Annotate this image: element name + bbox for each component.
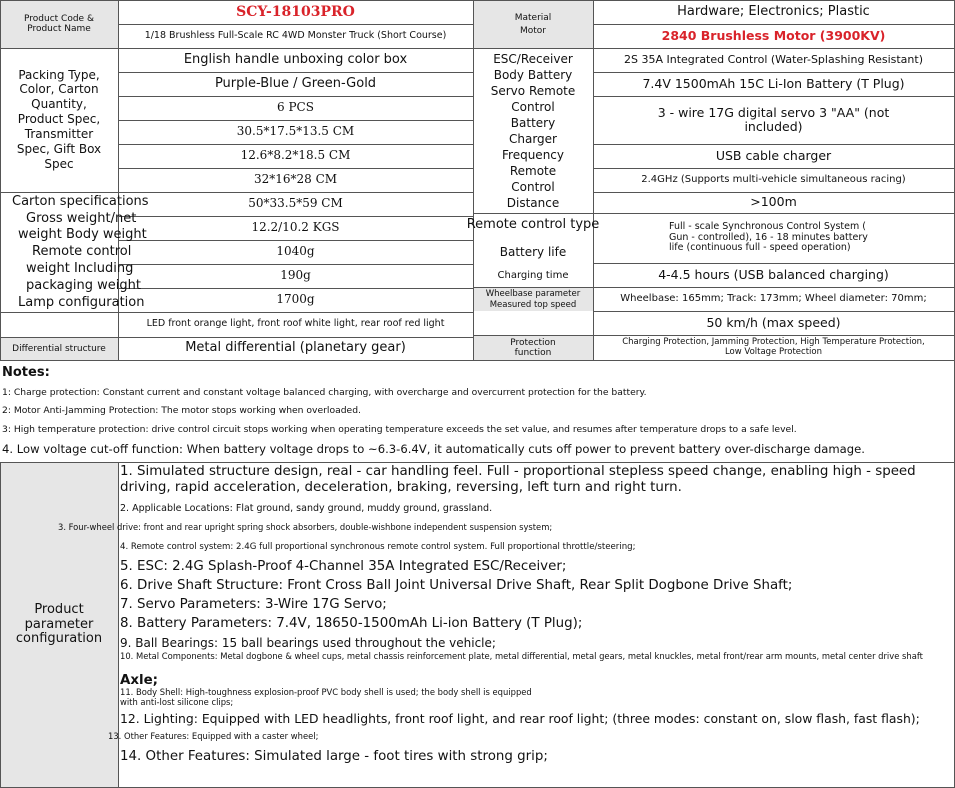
protection-label: Protection function <box>510 337 556 358</box>
protection-value: Charging Protection, Jamming Protection, High Temperature Protection, Low Voltage Protection <box>622 336 925 357</box>
spec-label: Spec <box>44 158 74 172</box>
body-weight-value: 1040g <box>276 244 315 259</box>
battery-value: 7.4V 1500mAh 15C Li-Ion Battery (T Plug) <box>642 75 905 91</box>
weight-body-label: weight Body weight <box>18 227 147 243</box>
remote-control-label: Remote control <box>32 244 132 260</box>
packaging-weight-value: 1700g <box>276 292 315 307</box>
feature-10: 10. Metal Components: Metal dogbone & wheel cups, metal chassis reinforcement plate, metal differential, metal gears, metal knuckles, metal front/rear arm mounts, metal center drive shaft <box>120 651 923 661</box>
packing-value: English handle unboxing color box <box>183 51 408 67</box>
wheelbase-label: Wheelbase parameter <box>485 289 581 299</box>
packaging-weight-label: packaging weight <box>26 278 141 294</box>
material-label: Material <box>514 12 552 23</box>
color-value: Purple-Blue / Green-Gold <box>214 75 377 91</box>
gross-weight-label: Gross weight/net <box>26 211 137 226</box>
esc-value: 2S 35A Integrated Control (Water-Splashing Resistant) <box>624 52 923 66</box>
quantity-value: 6 PCS <box>277 100 314 115</box>
feature-11: 11. Body Shell: High-toughness explosion-proof PVC body shell is used; the body shell is equipped with anti-lost silicone clips; <box>120 687 532 707</box>
differential-label: Differential structure <box>12 343 106 354</box>
top-speed-value: 50 km/h (max speed) <box>706 314 841 330</box>
top-speed-label: Measured top speed <box>489 300 577 310</box>
feature-4: 4. Remote control system: 2.4G full proportional synchronous remote control system. Full proportional throttle/steering; <box>120 542 636 552</box>
motor-label: Motor <box>519 25 546 36</box>
feature-2: 2. Applicable Locations: Flat ground, sandy ground, muddy ground, grassland. <box>120 503 493 514</box>
note-item: 2: Motor Anti-Jamming Protection: The motor stops working when overloaded. <box>2 405 361 416</box>
distance-label: Distance <box>506 196 560 211</box>
feature-14: 14. Other Features: Simulated large - foot tires with strong grip; <box>120 749 548 764</box>
product-code-label: Product Code & Product Name <box>24 13 94 34</box>
lamp-config-label: Lamp configuration <box>18 295 145 311</box>
carton-spec-label: Carton specifications <box>12 194 149 209</box>
notes-title: Notes: <box>2 365 50 380</box>
transmitter-label: Transmitter <box>24 128 94 142</box>
feature-12: 12. Lighting: Equipped with LED headlights, front roof light, and rear roof light; (three modes: constant on, slow flash, fast flash); <box>120 711 920 726</box>
packing-type-label: Packing Type, Color, Carton <box>18 70 100 96</box>
lamp-value: LED front orange light, front roof white light, rear roof red light <box>146 318 445 330</box>
feature-7: 7. Servo Parameters: 3-Wire 17G Servo; <box>120 597 387 612</box>
note-item: 3: High temperature protection: drive control circuit stops working when operating temperature exceeds the set value, and resumes after temperature drops to a safe level. <box>2 424 797 435</box>
charging-time-value: 4-4.5 hours (USB balanced charging) <box>658 266 889 282</box>
remote-control-type-label: Remote control type <box>466 216 600 232</box>
charging-time-label: Charging time <box>497 270 569 282</box>
model-code: SCY-18103PRO <box>236 3 355 20</box>
servo-value: 3 - wire 17G digital servo 3 "AA" (not included) <box>657 104 890 134</box>
config-label: Product parameter configuration <box>15 601 103 647</box>
control-label: Control <box>511 100 555 114</box>
feature-13: 13. Other Features: Equipped with a caster wheel; <box>108 731 319 741</box>
control2-label: Control <box>511 180 555 194</box>
note-item: 4. Low voltage cut-off function: When battery voltage drops to ~6.3-6.4V, it automatically cuts off power to prevent battery over-discharge damage. <box>2 442 865 456</box>
esc-label: ESC/Receiver <box>493 52 573 66</box>
feature-3: 3. Four-wheel drive: front and rear upright spring shock absorbers, double-wishbone independent suspension system; <box>58 522 553 532</box>
feature-6: 6. Drive Shaft Structure: Front Cross Ball Joint Universal Drive Shaft, Rear Split Dogbone Drive Shaft; <box>120 578 793 593</box>
remote-type-value: Full - scale Synchronous Control System ( Gun - controlled), 16 - 18 minutes battery life (continuous full - speed operation) <box>669 220 868 254</box>
note-item: 1: Charge protection: Constant current and constant voltage balanced charging, with overcharge and overcurrent protection for the battery. <box>2 387 647 398</box>
battery-label: Battery <box>510 116 556 130</box>
product-spec-value: 30.5*17.5*13.5 CM <box>236 124 355 139</box>
body-battery-label: Body Battery <box>493 68 573 82</box>
charger-label: Charger <box>509 132 557 146</box>
remote-weight-value: 190g <box>280 268 311 283</box>
feature-9: 9. Ball Bearings: 15 ball bearings used throughout the vehicle; <box>120 636 496 650</box>
label-bg <box>473 0 593 48</box>
spec-gift-box-label: Spec, Gift Box <box>16 143 102 157</box>
frequency-label: Frequency <box>502 148 564 162</box>
wheelbase-value: Wheelbase: 165mm; Track: 173mm; Wheel diameter: 70mm; <box>620 293 927 305</box>
gift-box-spec-value: 12.6*8.2*18.5 CM <box>240 148 351 163</box>
quantity-label: Quantity, <box>31 98 87 112</box>
box-spec-value: 32*16*28 CM <box>253 172 338 187</box>
product-name: 1/18 Brushless Full-Scale RC 4WD Monster Truck (Short Course) <box>144 29 447 41</box>
motor-value: 2840 Brushless Motor (3900KV) <box>661 27 886 43</box>
remote-label: Remote <box>509 164 557 178</box>
carton-spec-value: 50*33.5*59 CM <box>248 196 343 211</box>
feature-5: 5. ESC: 2.4G Splash-Proof 4-Channel 35A Integrated ESC/Receiver; <box>120 559 567 574</box>
differential-value: Metal differential (planetary gear) <box>185 340 406 356</box>
material-value: Hardware; Electronics; Plastic <box>677 3 870 19</box>
feature-8: 8. Battery Parameters: 7.4V, 18650-1500mAh Li-ion Battery (T Plug); <box>120 616 583 631</box>
weight-including-label: weight Including <box>26 261 134 277</box>
feature-axle: Axle; <box>120 673 159 688</box>
charger-value: USB cable charger <box>715 147 832 163</box>
feature-1: 1. Simulated structure design, real - car handling feel. Full - proportional stepless speed change, enabling high - speed driving, rapid acceleration, deceleration, braking, reversing, left turn and right turn. <box>120 464 916 495</box>
gross-net-weight-value: 12.2/10.2 KGS <box>251 220 340 235</box>
distance-value: >100m <box>750 194 797 210</box>
frequency-value: 2.4GHz (Supports multi-vehicle simultaneous racing) <box>641 174 906 186</box>
battery-life-label: Battery life <box>499 245 567 260</box>
product-spec-label: Product Spec, <box>17 113 101 127</box>
servo-remote-label: Servo Remote <box>490 84 576 98</box>
